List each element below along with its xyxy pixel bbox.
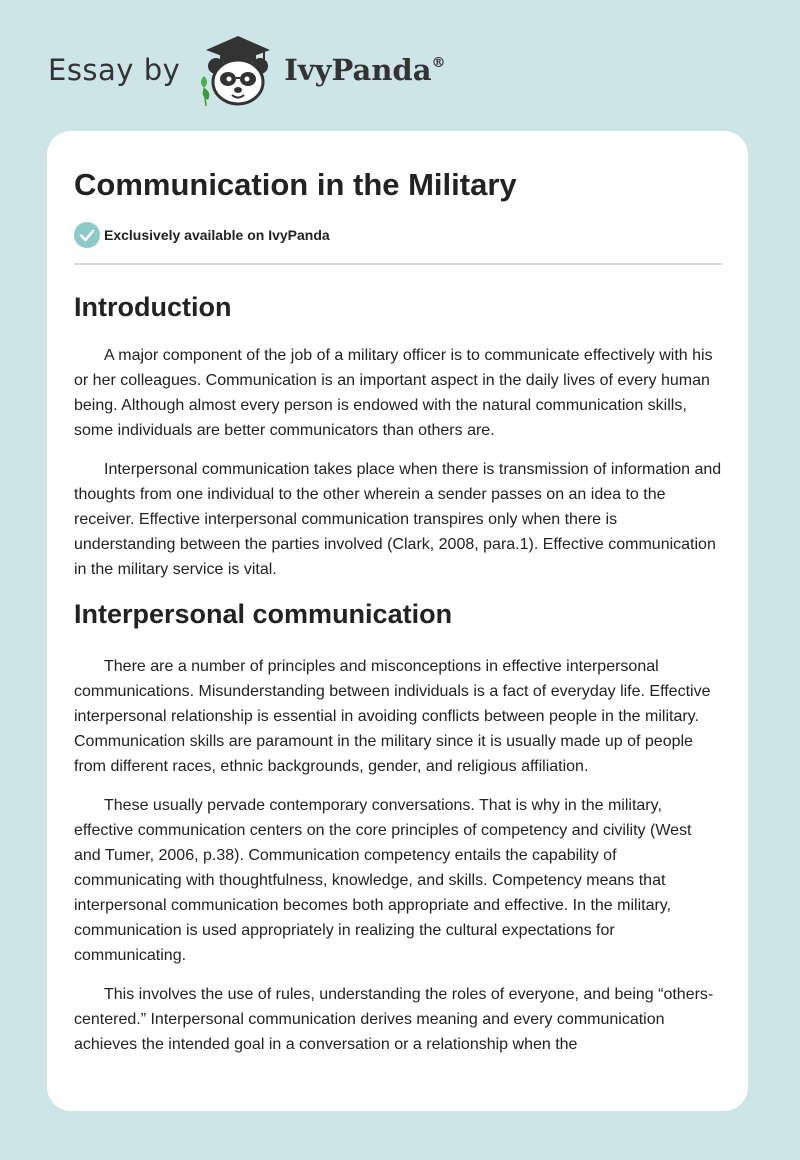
paragraph: Interpersonal communication takes place when there is transmission of information and thoughts from one individual to the other wherein a sender passes on an idea to the receiver. Effective interpersonal communication transpires only when there is understanding between the parties involved (Clark, 2008, para.1). Effective communication in the military service is vital.: [74, 461, 722, 578]
paragraph: A major component of the job of a military officer is to communicate effectively with his or her colleagues. Communication is an important aspect in the daily lives of every human being. Although almost every person is endowed with the natural communication skills, some individuals are better communicators than others are.: [74, 347, 713, 439]
essay-card: [47, 131, 748, 1111]
essay-title: Communication in the Military: [74, 167, 517, 202]
paragraph: This involves the use of rules, understanding the roles of everyone, and being “others-centered.” Interpersonal communication derives meaning and every communication achieves the intended goal in a conversation or a relationship when the: [74, 986, 714, 1053]
exclusive-badge: [74, 221, 722, 249]
check-circle-icon: [74, 222, 100, 248]
essay-by-label: Essay by: [48, 53, 181, 87]
section-heading-introduction: Introduction: [74, 292, 232, 322]
title-divider: [74, 263, 722, 265]
paragraph: There are a number of principles and misconceptions in effective interpersonal communications. Misunderstanding between individuals is a fact of everyday life. Effective interpersonal relationship is essential in avoiding conflicts between people in the military. Communication skills are paramount in the military since it is usually made up of people from different races, ethnic backgrounds, gender, and religious affiliation.: [74, 658, 711, 775]
exclusive-badge-label: Exclusively available on IvyPanda: [104, 227, 330, 243]
brand-name: [284, 53, 445, 87]
site-header: [48, 30, 446, 110]
registered-mark: ®: [431, 55, 446, 71]
brand-label: IvyPanda: [284, 53, 432, 87]
paragraph: These usually pervade contemporary conversations. That is why in the military, effective communication centers on the core principles of competency and civility (West and Tumer, 2006, p.38). Communication competency entails the capability of communicating with thoughtfulness, knowledge, and skills. Competency means that interpersonal communication becomes both appropriate and effective. In the military, communication is used appropriately in realizing the cultural expectations for communicating.: [74, 797, 692, 964]
panda-logo-icon[interactable]: [194, 32, 278, 108]
section-heading-interpersonal-communication: Interpersonal communication: [74, 599, 453, 629]
